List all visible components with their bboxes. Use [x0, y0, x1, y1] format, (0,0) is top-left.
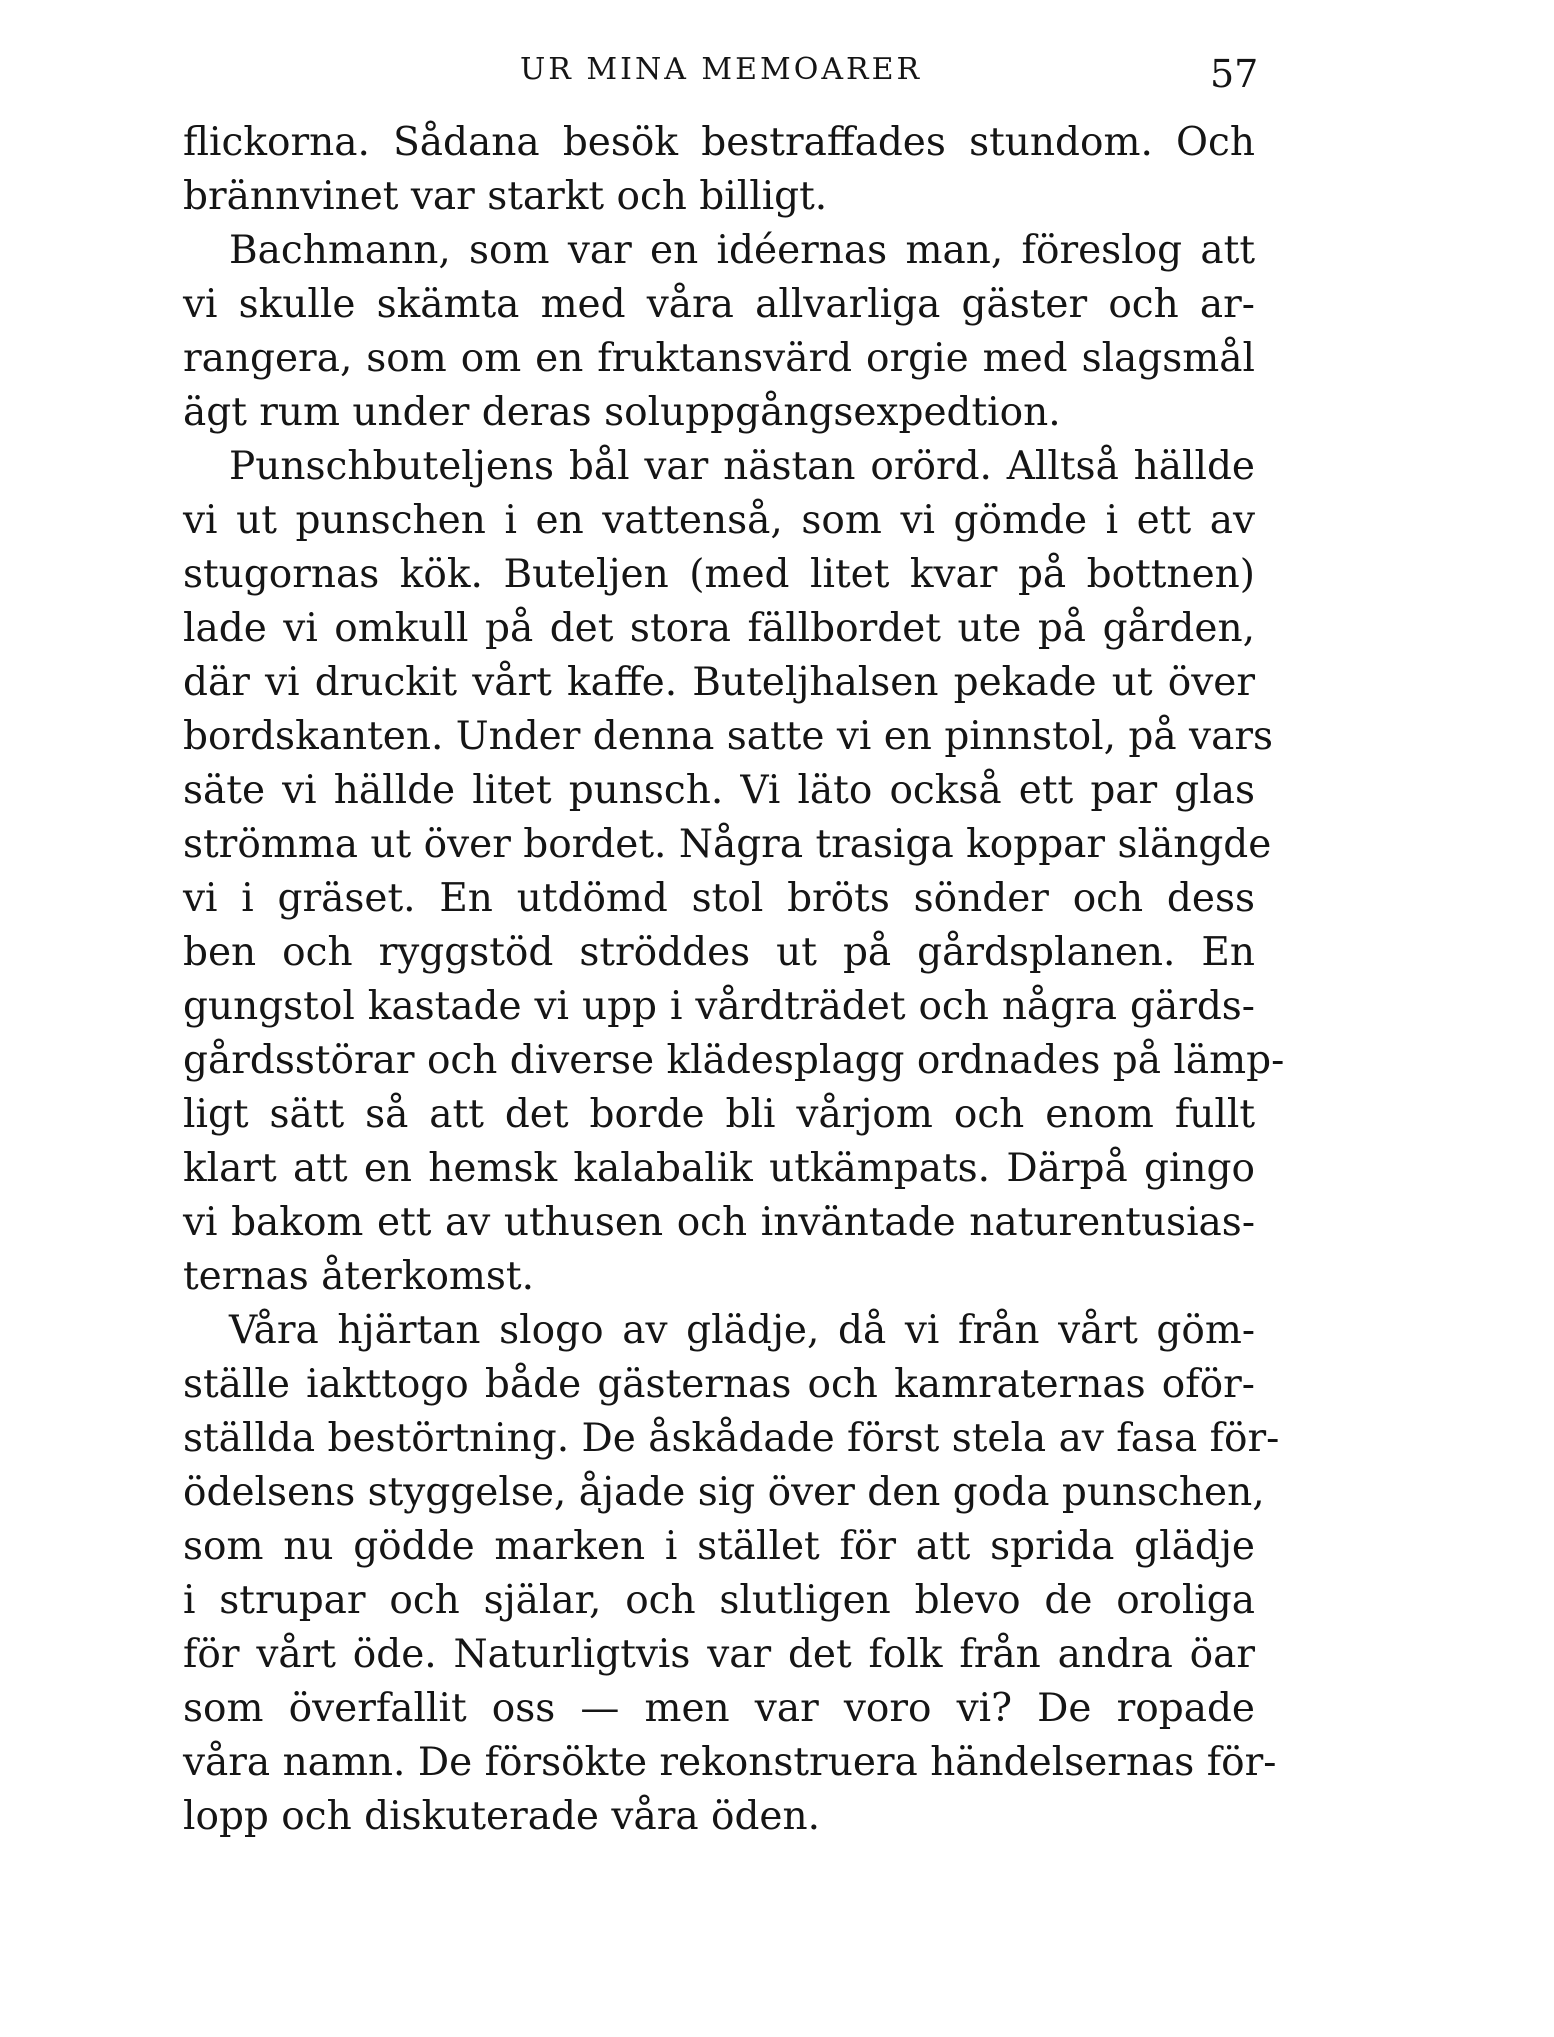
text-line: lade vi omkull på det stora fällbordet ute på gården,	[183, 606, 1255, 651]
body-text	[183, 116, 1285, 1844]
text-line: lopp och diskuterade våra öden.	[183, 1794, 821, 1839]
text-line: för vårt öde. Naturligtvis var det folk från andra öar	[183, 1632, 1255, 1677]
text-line: vi i gräset. En utdömd stol bröts sönder och dess	[183, 876, 1255, 921]
text-line: ställe iakttogo både gästernas och kamraternas oför-	[183, 1362, 1255, 1407]
text-line: Punschbuteljens bål var nästan orörd. Alltså hällde	[229, 444, 1255, 489]
text-line: ödelsens styggelse, åjade sig över den goda punschen,	[183, 1470, 1265, 1515]
text-line: där vi druckit vårt kaffe. Buteljhalsen pekade ut över	[183, 660, 1255, 705]
text-line: ägt rum under deras soluppgångsexpedtion.	[183, 390, 1061, 435]
text-line: rangera, som om en fruktansvärd orgie med slagsmål	[183, 336, 1255, 381]
text-line: våra namn. De försökte rekonstruera händelsernas för-	[183, 1740, 1277, 1785]
text-line: brännvinet var starkt och billigt.	[183, 174, 828, 219]
text-line: gungstol kastade vi upp i vårdträdet och några gärds-	[183, 984, 1255, 1029]
text-line: klart att en hemsk kalabalik utkämpats. Därpå gingo	[183, 1146, 1255, 1191]
page-number: 57	[1210, 52, 1259, 96]
text-line: gårdsstörar och diverse klädesplagg ordnades på lämp-	[183, 1038, 1285, 1083]
text-line: som nu gödde marken i stället för att sprida glädje	[183, 1524, 1255, 1569]
text-line: ställda bestörtning. De åskådade först stela av fasa för-	[183, 1416, 1280, 1461]
text-line: Bachmann, som var en idéernas man, föreslog att	[229, 228, 1255, 273]
text-line: bordskanten. Under denna satte vi en pinnstol, på vars	[183, 714, 1273, 759]
text-line: ternas återkomst.	[183, 1254, 534, 1299]
text-line: som överfallit oss — men var voro vi? De ropade	[183, 1686, 1255, 1731]
running-title: UR MINA MEMOARER	[520, 52, 923, 87]
text-line: ligt sätt så att det borde bli vårjom och enom fullt	[183, 1092, 1255, 1137]
text-line: ben och ryggstöd ströddes ut på gårdsplanen. En	[183, 930, 1255, 975]
text-line: strömma ut över bordet. Några trasiga koppar slängde	[183, 822, 1272, 867]
text-line: vi bakom ett av uthusen och inväntade naturentusias-	[183, 1200, 1255, 1245]
text-line: vi ut punschen i en vattenså, som vi gömde i ett av	[183, 498, 1255, 543]
text-line: i strupar och själar, och slutligen blevo de oroliga	[183, 1578, 1255, 1623]
text-line: flickorna. Sådana besök bestraffades stundom. Och	[183, 120, 1255, 165]
text-line: vi skulle skämta med våra allvarliga gäster och ar-	[183, 282, 1255, 327]
text-line: Våra hjärtan slogo av glädje, då vi från vårt göm-	[229, 1308, 1255, 1353]
text-line: säte vi hällde litet punsch. Vi läto också ett par glas	[183, 768, 1255, 813]
text-line: stugornas kök. Buteljen (med litet kvar på bottnen)	[183, 552, 1255, 597]
